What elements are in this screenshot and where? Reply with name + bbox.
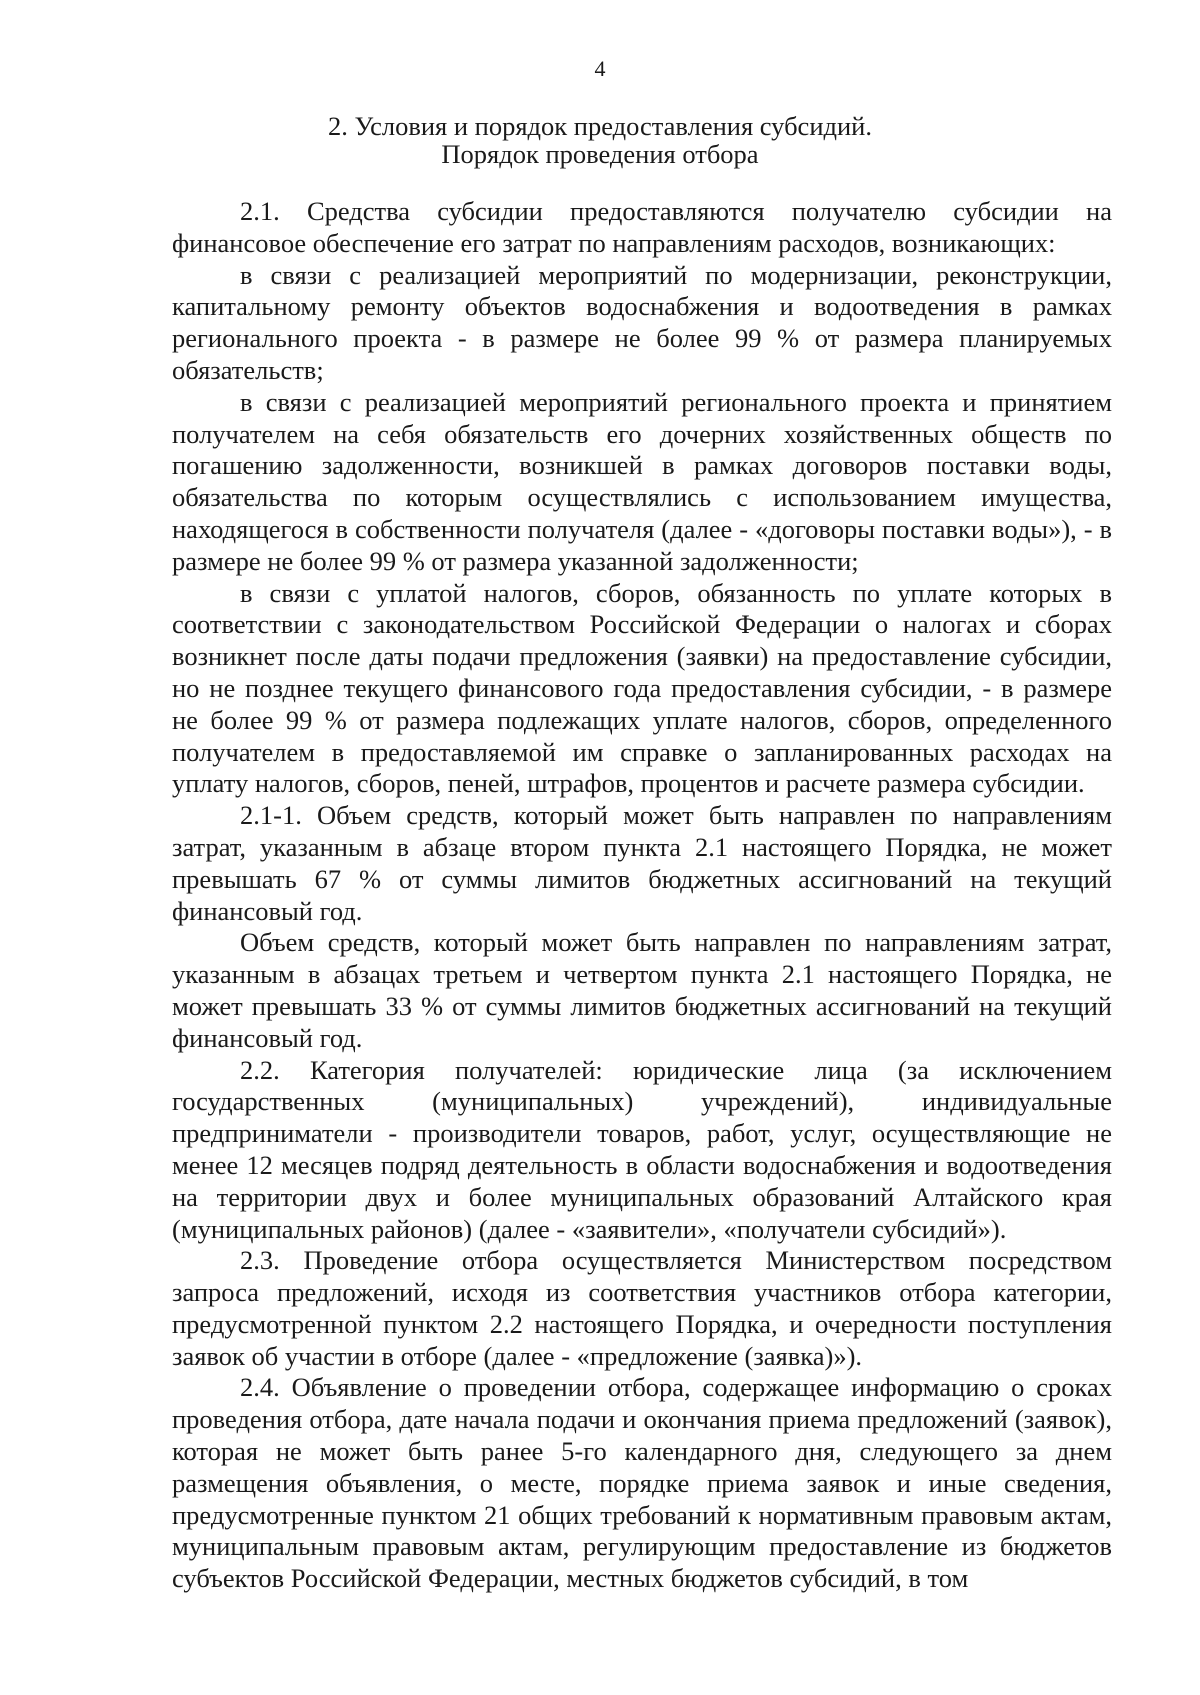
page-number: 4 [594, 56, 606, 81]
document-body [172, 196, 1112, 1595]
paragraph-2-2: 2.2. Категория получателей: юридические лица (за исключением государственных (муниципальных) учреждений), индивидуальные предприниматели - производители товаров, работ, услуг, осуществляющие не менее 12 месяцев подряд деятельность в области водоснабжения и водоотведения на территории двух и более муниципальных образований Алтайского края (муниципальных районов) (далее - «заявители», «получатели субсидий»). [172, 1054, 1112, 1244]
paragraph-2-1-item-1: в связи с реализацией мероприятий по модернизации, реконструкции, капитальному ремонту объектов водоснабжения и водоотведения в рамках регионального проекта - в размере не более 99 % от размера планируемых обязательств; [172, 259, 1112, 385]
paragraph-2-4: 2.4. Объявление о проведении отбора, содержащее информацию о сроках проведения отбора, дате начала подачи и окончания приема предложений (заявок), которая не может быть ранее 5-го календарного дня, следующего за днем размещения объявления, о месте, порядке приема заявок и иные сведения, предусмотренные пунктом 21 общих требований к нормативным правовым актам, муниципальным правовым актам, регулирующим предоставление из бюджетов субъектов Российской Федерации, местных бюджетов субсидий, в том [172, 1372, 1112, 1594]
paragraph-2-1-item-2: в связи с реализацией мероприятий регионального проекта и принятием получателем на себя обязательств его дочерних хозяйственных обществ по погашению задолженности, возникшей в рамках договоров поставки воды, обязательства по которым осуществлялись с использованием имущества, находящегося в собственности получателя (далее - «договоры поставки воды»), - в размере не более 99 % от размера указанной задолженности; [172, 386, 1112, 576]
section-heading-line-1: 2. Условия и порядок предоставления субсидий. [328, 111, 872, 141]
paragraph-2-3: 2.3. Проведение отбора осуществляется Министерством посредством запроса предложений, исходя из соответствия участников отбора категории, предусмотренной пунктом 2.2 настоящего Порядка, и очередности поступления заявок об участии в отборе (далее - «предложение (заявка)»). [172, 1245, 1112, 1371]
section-heading-line-2: Порядок проведения отбора [441, 139, 759, 169]
paragraph-2-1-1: 2.1-1. Объем средств, который может быть направлен по направлениям затрат, указанным в абзаце втором пункта 2.1 настоящего Порядка, не может превышать 67 % от суммы лимитов бюджетных ассигнований на текущий финансовый год. [172, 800, 1112, 926]
paragraph-2-1: 2.1. Средства субсидии предоставляются получателю субсидии на финансовое обеспечение его затрат по направлениям расходов, возникающих: [172, 196, 1112, 258]
paragraph-2-1-1-second: Объем средств, который может быть направлен по направлениям затрат, указанным в абзацах третьем и четвертом пункта 2.1 настоящего Порядка, не может превышать 33 % от суммы лимитов бюджетных ассигнований на текущий финансовый год. [172, 927, 1112, 1053]
paragraph-2-1-item-3: в связи с уплатой налогов, сборов, обязанность по уплате которых в соответствии с законодательством Российской Федерации о налогах и сборах возникнет после даты подачи предложения (заявки) на предоставление субсидии, но не позднее текущего финансового года предоставления субсидии, - в размере не более 99 % от размера подлежащих уплате налогов, сборов, определенного получателем в предоставляемой им справке о запланированных расходах на уплату налогов, сборов, пеней, штрафов, процентов и расчете размера субсидии. [172, 577, 1112, 799]
section-heading [0, 112, 1200, 168]
